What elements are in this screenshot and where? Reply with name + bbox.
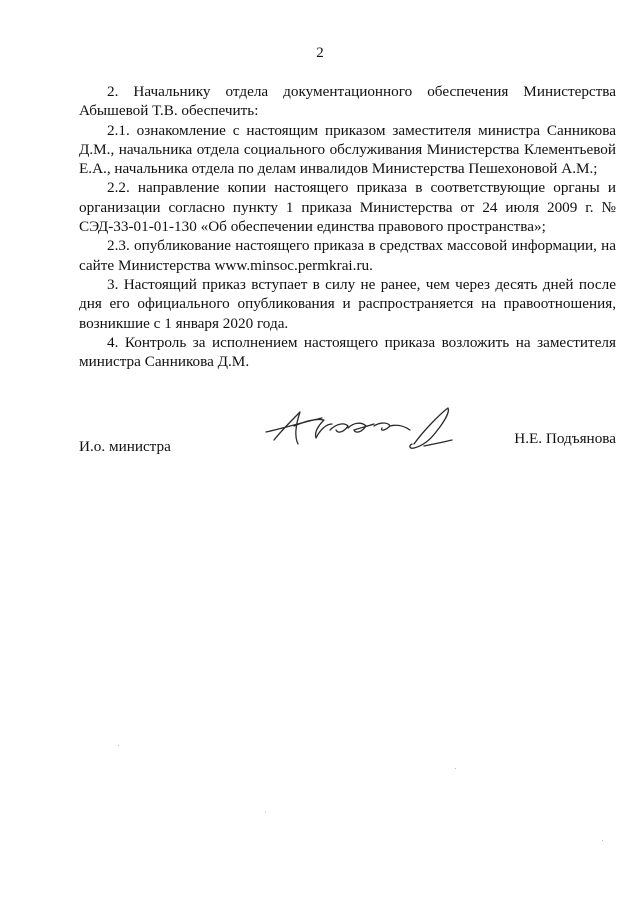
scan-speck — [118, 745, 119, 746]
handwritten-signature — [264, 400, 454, 462]
paragraph-2: 2. Начальнику отдела документационного обеспечения Министерства Абышевой Т.В. обеспечить: — [79, 83, 616, 120]
signatory-role: И.о. министра — [79, 438, 171, 455]
page-number: 2 — [316, 45, 324, 61]
scan-speck — [602, 840, 603, 841]
signatory-name: Н.Е. Подъянова — [514, 430, 616, 447]
paragraph-4: 4. Контроль за исполнением настоящего приказа возложить на заместителя министра Санникова Д.М. — [79, 333, 616, 371]
scan-speck — [455, 768, 456, 769]
paragraph-3: 3. Настоящий приказ вступает в силу не ранее, чем через десять дней после дня его официального опубликования и распространяется на правоотношения, возникшие с 1 января 2020 года. — [79, 275, 616, 332]
paragraph-2-2: 2.2. направление копии настоящего приказа в соответствующие органы и организации согласно пункту 1 приказа Министерства от 24 июля 2009 г. № СЭД-33-01-01-130 «Об обеспечении единства правового пространства»; — [79, 179, 616, 236]
paragraph-2-1: 2.1. ознакомление с настоящим приказом заместителя министра Санникова Д.М., начальника отдела социального обслуживания Министерства Клементьевой Е.А., начальника отдела по делам инвалидов Министерства Пешехоновой А.М.; — [79, 121, 616, 178]
scan-speck — [265, 812, 266, 813]
paragraph-2-3: 2.3. опубликование настоящего приказа в средствах массовой информации, на сайте Министерства www.minsoc.permkrai.ru. — [79, 237, 616, 274]
document-body — [79, 82, 616, 371]
signature-block — [79, 400, 616, 470]
